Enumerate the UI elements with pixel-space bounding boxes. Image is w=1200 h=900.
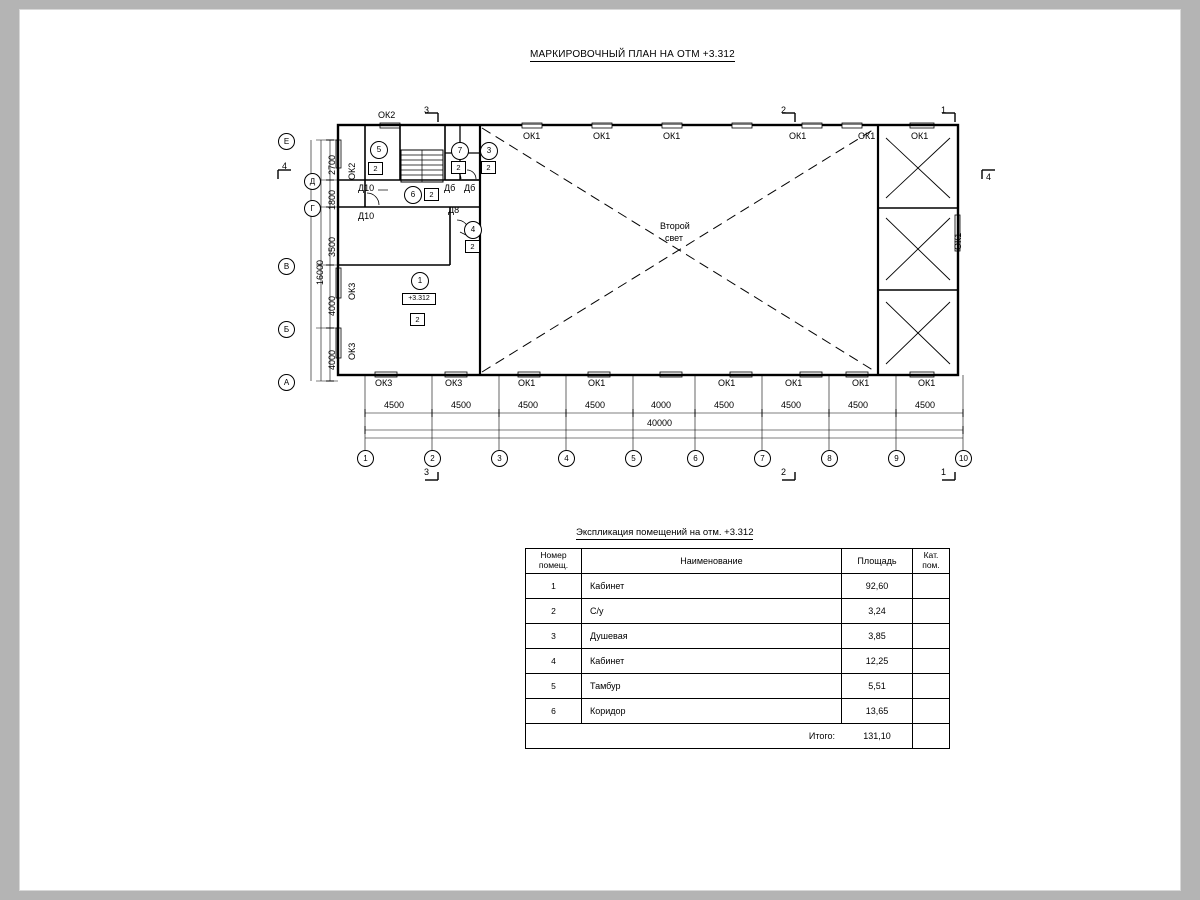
door-mark-db-1: Дб: [444, 183, 456, 193]
table-row: [526, 599, 950, 624]
axis-bubble-7[interactable]: 7: [754, 450, 771, 467]
dim-left-2: 1800: [327, 189, 337, 210]
window-mark-ok3-left-1: ОК3: [347, 282, 357, 300]
room-marker-7[interactable]: 7: [451, 142, 469, 160]
row-number: 1: [526, 574, 582, 599]
window-mark-ok1-bottom-6: ОК1: [918, 378, 936, 388]
section-mark-bottom-1: 1: [941, 467, 947, 477]
table-total-row: [526, 724, 950, 749]
dim-bottom-total: 40000: [647, 418, 673, 428]
axis-bubble-8[interactable]: 8: [821, 450, 838, 467]
row-area: 3,24: [842, 599, 913, 624]
dim-bottom-7: 4500: [781, 400, 802, 410]
window-mark-ok1-bottom-4: ОК1: [785, 378, 803, 388]
axis-bubble-2[interactable]: 2: [424, 450, 441, 467]
section-mark-bottom-3: 3: [424, 467, 430, 477]
row-number: 4: [526, 649, 582, 674]
axis-bubble-d[interactable]: Д: [304, 173, 321, 190]
room-marker-5[interactable]: 5: [370, 141, 388, 159]
dim-bottom-9: 4500: [915, 400, 936, 410]
row-area: 3,85: [842, 624, 913, 649]
room-area-box-1: 2: [410, 313, 425, 326]
row-number: 2: [526, 599, 582, 624]
section-mark-top-3: 3: [424, 105, 430, 115]
row-category: [913, 574, 950, 599]
row-name: С/у: [582, 599, 842, 624]
axis-bubble-4[interactable]: 4: [558, 450, 575, 467]
floor-plan-drawing: [20, 10, 1180, 530]
row-name: Коридор: [582, 699, 842, 724]
second-light-label-line1: Второй: [660, 221, 690, 231]
plan-title: МАРКИРОВОЧНЫЙ ПЛАН НА ОТМ +3.312: [530, 49, 735, 60]
room-area-box-4: 2: [465, 240, 480, 253]
axis-bubble-e[interactable]: Е: [278, 133, 295, 150]
table-header-row: [526, 549, 950, 574]
header-number-line2: помещ.: [538, 560, 569, 570]
axis-bubble-6[interactable]: 6: [687, 450, 704, 467]
total-value: 131,10: [842, 724, 913, 749]
room-schedule-table: [525, 548, 950, 749]
table-row: [526, 574, 950, 599]
row-category: [913, 624, 950, 649]
row-category: [913, 649, 950, 674]
dim-left-4: 4000: [327, 295, 337, 316]
axis-bubble-9[interactable]: 9: [888, 450, 905, 467]
room-area-box-6: 2: [424, 188, 439, 201]
dim-left-5: 4000: [327, 349, 337, 370]
table-row: [526, 624, 950, 649]
row-category: [913, 599, 950, 624]
axis-bubble-a[interactable]: А: [278, 374, 295, 391]
dim-bottom-1: 4500: [384, 400, 405, 410]
window-mark-ok1-top-2: ОК1: [593, 131, 611, 141]
table-row: [526, 649, 950, 674]
section-mark-left-4: 4: [282, 161, 288, 171]
dim-left-total: 16000: [315, 259, 325, 285]
window-mark-ok1-top-4: ОК1: [789, 131, 807, 141]
window-mark-ok1-bottom-3: ОК1: [718, 378, 736, 388]
second-light-label-line2: свет: [665, 233, 684, 243]
drawing-sheet: [20, 10, 1180, 890]
header-category-line2: пом.: [922, 560, 940, 570]
header-cell-name: Наименование: [582, 549, 842, 574]
header-category-line1: Кат.: [923, 550, 939, 561]
row-area: 12,25: [842, 649, 913, 674]
header-number-line1: Номер: [540, 550, 567, 561]
dim-bottom-5: 4000: [651, 400, 672, 410]
row-number: 3: [526, 624, 582, 649]
window-mark-ok3-bottom-1: ОК3: [375, 378, 393, 388]
window-mark-ok1-top-6: ОК1: [911, 131, 929, 141]
header-cell-number: [526, 549, 582, 574]
window-mark-ok3-left-2: ОК3: [347, 342, 357, 360]
window-mark-ok1-bottom-5: ОК1: [852, 378, 870, 388]
window-mark-ok1-bottom-2: ОК1: [588, 378, 606, 388]
row-category: [913, 699, 950, 724]
row-area: 5,51: [842, 674, 913, 699]
room-area-box-7: 2: [451, 161, 466, 174]
window-mark-ok1-top-5: ОК1: [858, 131, 876, 141]
row-area: 13,65: [842, 699, 913, 724]
axis-bubble-v[interactable]: В: [278, 258, 295, 275]
section-mark-right-4: 4: [986, 172, 992, 182]
room-marker-1[interactable]: 1: [411, 272, 429, 290]
room-marker-3[interactable]: 3: [480, 142, 498, 160]
total-spacer: [526, 724, 582, 749]
total-category: [913, 724, 950, 749]
table-title: Экспликация помещений на отм. +3.312: [576, 527, 754, 538]
room-area-box-5: 2: [368, 162, 383, 175]
dim-left-3: 3500: [327, 236, 337, 257]
window-mark-ok3-bottom-2: ОК3: [445, 378, 463, 388]
dim-bottom-6: 4500: [714, 400, 735, 410]
window-mark-ok1-top-3: ОК1: [663, 131, 681, 141]
window-mark-ok1-right: ОК1: [953, 232, 963, 250]
door-mark-d8: Д8: [448, 205, 460, 215]
header-cell-area: Площадь: [842, 549, 913, 574]
section-mark-bottom-2: 2: [781, 467, 787, 477]
window-mark-ok2-left: ОК2: [347, 162, 357, 180]
axis-bubble-5[interactable]: 5: [625, 450, 642, 467]
total-label: Итого:: [582, 724, 842, 749]
dim-bottom-4: 4500: [585, 400, 606, 410]
row-area: 92,60: [842, 574, 913, 599]
room-marker-4[interactable]: 4: [464, 221, 482, 239]
section-mark-top-2: 2: [781, 105, 787, 115]
row-name: Душевая: [582, 624, 842, 649]
row-name: Кабинет: [582, 574, 842, 599]
table-row: [526, 699, 950, 724]
axis-bubble-b[interactable]: Б: [278, 321, 295, 338]
dim-bottom-2: 4500: [451, 400, 472, 410]
header-cell-category: [913, 549, 950, 574]
room-marker-6[interactable]: 6: [404, 186, 422, 204]
row-number: 6: [526, 699, 582, 724]
door-mark-d10-1: Д10: [358, 183, 375, 193]
axis-bubble-10[interactable]: 10: [955, 450, 972, 467]
table-row: [526, 674, 950, 699]
door-mark-d10-2: Д10: [358, 211, 375, 221]
room-area-box-3: 2: [481, 161, 496, 174]
row-name: Тамбур: [582, 674, 842, 699]
axis-bubble-3[interactable]: 3: [491, 450, 508, 467]
window-mark-ok1-top-1: ОК1: [523, 131, 541, 141]
row-category: [913, 674, 950, 699]
level-mark-badge: +3.312: [402, 293, 436, 305]
door-mark-db-2: Дб: [464, 183, 476, 193]
row-number: 5: [526, 674, 582, 699]
row-name: Кабинет: [582, 649, 842, 674]
dim-bottom-3: 4500: [518, 400, 539, 410]
window-mark-ok1-bottom-1: ОК1: [518, 378, 536, 388]
axis-bubble-g[interactable]: Г: [304, 200, 321, 217]
window-mark-ok2-top: ОК2: [378, 110, 396, 120]
dim-bottom-8: 4500: [848, 400, 869, 410]
dim-left-1: 2700: [327, 154, 337, 175]
section-mark-top-1: 1: [941, 105, 947, 115]
axis-bubble-1[interactable]: 1: [357, 450, 374, 467]
